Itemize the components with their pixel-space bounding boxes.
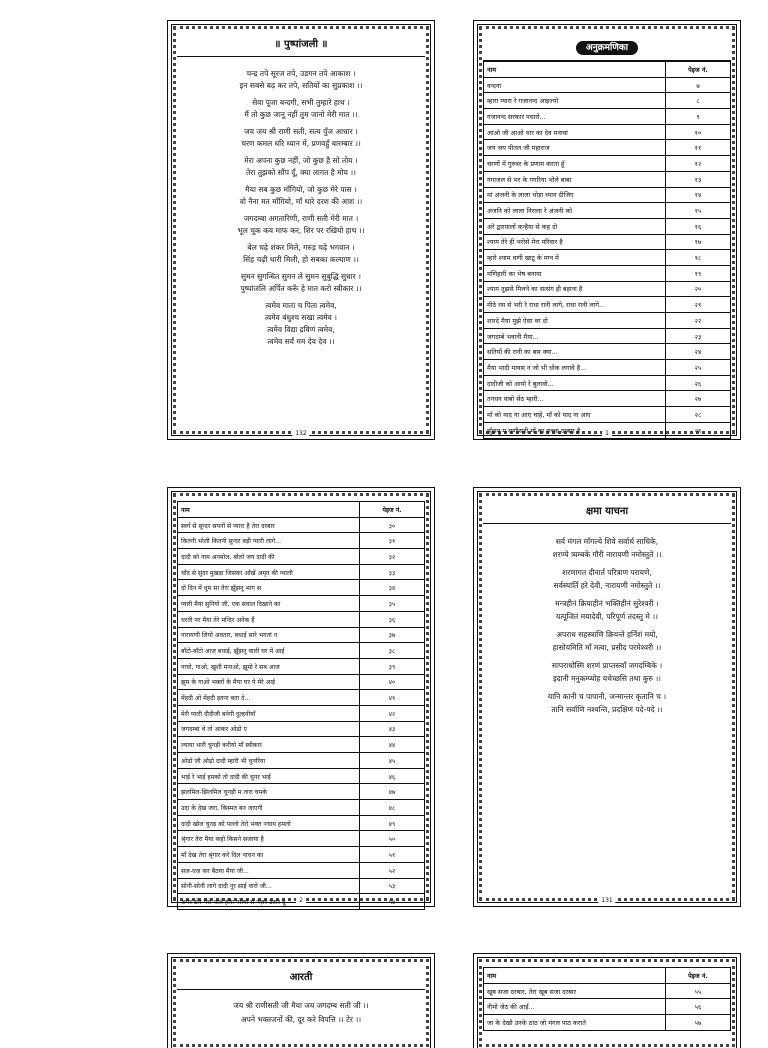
table-row xyxy=(178,768,425,784)
song-title-cell: सज-धज कर बैठया मैया जी... xyxy=(178,862,360,878)
stanza xyxy=(177,126,425,150)
page-number-cell: १३ xyxy=(666,171,731,187)
song-title-cell: ल्याया थारी चुनड़ी करीयो माँ स्वीकार xyxy=(178,737,360,753)
stanza xyxy=(177,155,425,179)
table-row xyxy=(178,564,425,580)
aarti-verses xyxy=(177,999,425,1027)
verse-line: जय जय श्री राणी सती, सत्य पुँज आधार । xyxy=(244,127,358,136)
verse-line: सेवा पूजा बन्दगी, सभी तुम्हारे हाथ । xyxy=(252,98,350,107)
stanza xyxy=(483,535,731,561)
verse-line: सर्वस्यार्ति हरे देवी, नारायणी नमोस्तुते ।। xyxy=(553,581,661,590)
table-row xyxy=(178,721,425,737)
song-title-cell: झुँझनू म राणीसती माँ का सच्चा दरबार है xyxy=(484,422,666,438)
verse-line: भूल चूक कव माफ कर, शिर पर रखियो हाथ ।। xyxy=(237,226,365,235)
page-number-cell: ४३ xyxy=(360,721,425,737)
table-row xyxy=(178,784,425,800)
col-name-header: नाम xyxy=(484,968,666,984)
table-row xyxy=(178,831,425,847)
page-number-cell: ४२ xyxy=(360,705,425,721)
col-page-header: पेइज नं. xyxy=(666,968,731,984)
page-number-cell: ४४ xyxy=(360,737,425,753)
song-title-cell: धरती पर मैया तेरे मन्दिर अनेक हैं xyxy=(178,611,360,627)
index-table-wrap xyxy=(177,501,425,910)
page-number-cell: ५४ xyxy=(360,894,425,910)
index-title: अनुक्रमणिका xyxy=(576,41,638,55)
page-number-cell: ३१ xyxy=(360,533,425,549)
stanza xyxy=(177,184,425,208)
song-title-cell: चरणों में गुरुवर के प्रणाम करता हूँ xyxy=(484,156,666,172)
table-row xyxy=(484,313,731,329)
verse-line: वो नैना मत माँगियो, माँ थारे दरश की आश ।। xyxy=(239,197,363,206)
page-number-cell: ५५ xyxy=(666,983,731,999)
page-number-cell: ४५ xyxy=(360,753,425,769)
verse-line: शरणागत दीनार्त परित्राण परायणे, xyxy=(562,568,652,577)
index-table xyxy=(483,967,731,1031)
song-title-cell: मेंहदी ओ मेंहदी इतना बता दे... xyxy=(178,690,360,706)
page-number-cell: ८ xyxy=(666,93,731,109)
stanza xyxy=(177,68,425,92)
page-number-cell: १७ xyxy=(666,234,731,250)
song-title-cell: स्वर्ग से सुन्दर सपनों से प्यारा है तेरा दरबार xyxy=(178,517,360,533)
page-number-cell: १६ xyxy=(666,218,731,234)
page-number: 132 xyxy=(292,430,309,437)
table-row xyxy=(484,156,731,172)
verse-line: त्वमेव बंधुश्च सखा त्वमेव । xyxy=(265,313,337,322)
song-title-cell: जा के देखो उनके ठाठ जो मंगल पाठ कराते xyxy=(484,1015,666,1031)
page-number-cell: २५ xyxy=(666,360,731,376)
page-number-cell: ४७ xyxy=(360,784,425,800)
table-row xyxy=(484,171,731,187)
table-row xyxy=(178,674,425,690)
col-page-header: पेइज नं. xyxy=(360,502,425,518)
table-row xyxy=(178,627,425,643)
table-row xyxy=(178,517,425,533)
verse-line: बेल चढ़े शंकर मिले, गरुड़ चढ़े भगवान । xyxy=(247,243,355,252)
song-title-cell: दादी को नाम अनमोल, बोलो जय दादी की xyxy=(178,549,360,565)
page-aarti xyxy=(172,958,430,1048)
page-number-cell: १२ xyxy=(666,156,731,172)
table-row xyxy=(484,234,731,250)
verse-line: त्वमेव माता च पिता त्वमेव, xyxy=(265,301,337,310)
page-number-cell: १४ xyxy=(666,187,731,203)
verse-line: सापराधोस्मि शरणं प्राप्तस्त्वाँ जगदम्बिके । xyxy=(551,661,663,670)
page-number-cell: २६ xyxy=(666,375,731,391)
verse-line: चन्द्र तपे सूरज तपे, उडगन तपे आकाश । xyxy=(246,69,356,78)
verse-line: मन्त्रहीनं क्रियाहीनं भक्तिहीनं सुरेश्वरी । xyxy=(555,599,659,608)
verse-line: मेरा अपना कुछ नहीं, जो कुछ है सो तोय । xyxy=(244,156,358,165)
table-row xyxy=(484,250,731,266)
verse-line: तानि सर्वाणि नश्यन्ति, प्रदक्षिणं पदे-पदे ।। xyxy=(551,705,663,714)
table-row xyxy=(484,391,731,407)
page-index-2 xyxy=(172,492,430,907)
song-title-cell: चाँद से सुंदर मुखड़ा जिसका आँखें अमृत की प्याली xyxy=(178,564,360,580)
song-title-cell: श्याम तुझसे मिलने का सत्संग ही बहाना है xyxy=(484,281,666,297)
verse-line: इन सबसे बढ़ कर तपे, सतियों का सुप्रकाश ।। xyxy=(239,81,363,90)
song-title-cell: वन्दना xyxy=(484,77,666,93)
verse-line: मैया सब कुछ माँगियो, जो कुछ मेरे पास । xyxy=(245,185,357,194)
verse-line: इदानी मनुकम्प्योह यथेच्छसि तथा कुरु ।। xyxy=(552,674,662,683)
page-number-cell: १९ xyxy=(666,265,731,281)
song-title-cell: म्हारा प्यारा रे गजानन्द आइज्यो xyxy=(484,93,666,109)
index-title-wrap xyxy=(483,35,731,54)
page-number-cell: २८ xyxy=(666,407,731,423)
table-row xyxy=(484,140,731,156)
page-number-cell: २४ xyxy=(666,344,731,360)
table-row xyxy=(484,983,731,999)
song-title-cell: दादी खोल चुनड़ को पल्लो तेरो भक्त नचाय हमलो xyxy=(178,815,360,831)
song-title-cell: अंजनि को लाला निराला रे अंजनी को xyxy=(484,203,666,219)
page-number-cell: २१ xyxy=(666,297,731,313)
song-title-cell: म्हारे श्याम धणी खाटू के मग्न में xyxy=(484,250,666,266)
song-title-cell: जगदम्बा थे तो आकर ओढो ए xyxy=(178,721,360,737)
table-row xyxy=(484,999,731,1015)
verse-line: सुमन सुगन्धित सुमन ले सुमन सुबुद्धि सुधार । xyxy=(241,272,361,281)
stanza xyxy=(483,597,731,623)
table-row xyxy=(178,847,425,863)
table-row xyxy=(484,328,731,344)
page-kshama-yachana xyxy=(478,492,736,902)
page-number-cell: ५६ xyxy=(666,999,731,1015)
verse-line: यानि कानी च पापानी, जन्मान्तर कृतानि च । xyxy=(547,692,667,701)
index-table-wrap xyxy=(483,967,731,1031)
col-page-header: पेइज नं. xyxy=(666,62,731,78)
page-number-cell: ७ xyxy=(666,77,731,93)
stanza xyxy=(483,628,731,654)
table-row xyxy=(484,218,731,234)
table-row xyxy=(178,643,425,659)
page-number-cell: ३७ xyxy=(360,627,425,643)
table-header xyxy=(484,62,731,78)
verse-line: जय श्री राणीसती जी मैया जय जगदम्ब सती जी ।। xyxy=(233,1001,369,1010)
song-title-cell: भाई रे भाई हमको तो दादी की चुनर भाई xyxy=(178,768,360,784)
stanza xyxy=(483,690,731,716)
aarti-title: आरती xyxy=(289,972,313,983)
verse-line: पुष्पांजलि अर्पित करूँ हे मात करो स्वीकार ।। xyxy=(240,284,362,293)
song-title-cell: मीठे रस से भरी रे राधा रानी लागे, राधा रानी लागे... xyxy=(484,297,666,313)
table-row xyxy=(178,549,425,565)
page-number-cell: ५३ xyxy=(360,878,425,894)
col-name-header: नाम xyxy=(178,502,360,518)
stanza xyxy=(177,97,425,121)
page-number-cell: ९ xyxy=(666,109,731,125)
page-number-cell: ३० xyxy=(360,517,425,533)
pushpanjali-title: ॥ पुष्पांजली ॥ xyxy=(274,39,328,50)
index-table xyxy=(177,501,425,910)
table-row xyxy=(178,800,425,816)
song-title-cell: बाँटो-बाँटो आज बधाई, झूँझनू वाली घर में आई xyxy=(178,643,360,659)
page-number-cell: ३५ xyxy=(360,596,425,612)
song-title-cell: उदा के देख जरा, किस्मत बन जाएगी xyxy=(178,800,360,816)
song-title-cell: जगदम्बे भवानी मैया... xyxy=(484,328,666,344)
table-row xyxy=(484,1015,731,1031)
song-title-cell: मां अंजनी के लाला थोड़ा ध्यान दीजिए xyxy=(484,187,666,203)
page-number-cell: ४१ xyxy=(360,690,425,706)
verse-line: मैं तो कुछ जानू नहीं तुम जानो मेरी मात ।। xyxy=(244,110,358,119)
stanza xyxy=(483,659,731,685)
stanza xyxy=(177,300,425,348)
page-number-cell: २७ xyxy=(666,391,731,407)
page-number-cell: ४६ xyxy=(360,768,425,784)
song-title-cell: मैया भादी मावस न जो भी धोक लगावे है... xyxy=(484,360,666,376)
page-index-3 xyxy=(478,958,736,1048)
song-title-cell: नीमो जेठ की आई... xyxy=(484,999,666,1015)
page-number-cell: २९ xyxy=(666,422,731,438)
song-title-cell: तनधन वाबो सेठ म्हारी... xyxy=(484,391,666,407)
song-title-cell: आओ जी आओ थार का देव मनावां xyxy=(484,124,666,140)
song-title-cell: श्याम तेरे ही भरोसे मेरा परिवार है xyxy=(484,234,666,250)
page-number-cell: ३३ xyxy=(360,564,425,580)
table-row xyxy=(484,281,731,297)
page-number-cell: १० xyxy=(666,124,731,140)
table-row xyxy=(178,862,425,878)
page-number: 1 xyxy=(602,430,612,437)
table-row xyxy=(484,124,731,140)
stanza xyxy=(177,213,425,237)
page-title xyxy=(177,963,425,990)
song-title-cell: सोनी-सोनी लागे दादी नूर साई वारो जी... xyxy=(178,878,360,894)
page-number-cell: ३६ xyxy=(360,611,425,627)
page-title xyxy=(177,30,425,57)
page-number-cell: ४८ xyxy=(360,800,425,816)
page-number-cell: ५७ xyxy=(666,1015,731,1031)
page-number-cell: ११ xyxy=(666,140,731,156)
verse-line: त्वमेव विद्या द्रविणं त्वमेव, xyxy=(267,325,335,334)
table-header xyxy=(178,502,425,518)
table-row xyxy=(178,690,425,706)
kshama-verses xyxy=(483,535,731,721)
page-title xyxy=(483,497,731,524)
table-row xyxy=(484,265,731,281)
table-row xyxy=(484,344,731,360)
stanza xyxy=(483,566,731,592)
table-row xyxy=(484,375,731,391)
stanza xyxy=(177,242,425,266)
index-table-wrap xyxy=(483,60,731,439)
table-row xyxy=(484,203,731,219)
page-number-cell: ३९ xyxy=(360,658,425,674)
song-title-cell: माँ को याद ना आए चाहे, माँ को याद ना आए xyxy=(484,407,666,423)
table-row xyxy=(484,407,731,423)
verse-line: चरण कमल धरि ध्यान में, प्रणवहुँ बारम्बार ।। xyxy=(241,139,361,148)
index-table xyxy=(483,61,731,439)
table-row xyxy=(178,878,425,894)
pushpanjali-verses xyxy=(177,68,425,353)
page-number-cell: ४० xyxy=(360,674,425,690)
page-pushpanjali xyxy=(172,25,430,435)
song-title-cell: प्यारी मैया सुनियो जी, एक सवाल दिखाने का xyxy=(178,596,360,612)
verse-line: अपने भक्तजनों की, दूर करे विपत्ति ।। टेर ।। xyxy=(240,1015,362,1024)
song-title-cell: मेरी प्यारी दीदीजी बनेगी दुल्हनीयाँ xyxy=(178,705,360,721)
table-row xyxy=(178,737,425,753)
song-title-cell: झलमिल-झिलमिल चुनड़ी म तारा चमके xyxy=(178,784,360,800)
page-number-cell: २२ xyxy=(666,313,731,329)
verse-line: शरण्ये त्र्यम्बके गौरी नारायणी नमोस्तुते ।। xyxy=(552,550,662,559)
stanza xyxy=(177,271,425,295)
song-title-cell: गंगाजल से भर के गगरिया भोले बाबा xyxy=(484,171,666,187)
table-row xyxy=(484,187,731,203)
song-title-cell: अगर ठोर मेरो थाले हीरा मोत्यां स नज़र उतार दूं xyxy=(178,894,360,910)
table-row xyxy=(178,596,425,612)
song-title-cell: खूब सजा दरबार, तेरा खूब सजा दरबार xyxy=(484,983,666,999)
table-row xyxy=(484,109,731,125)
page-number-cell: १५ xyxy=(666,203,731,219)
table-row xyxy=(178,815,425,831)
page-index-1 xyxy=(478,25,736,435)
page-number-cell: ५२ xyxy=(360,862,425,878)
page-number-cell: २३ xyxy=(666,328,731,344)
song-title-cell: कितनी भोली कितनी सुन्दर बड़ी प्यारी लागे... xyxy=(178,533,360,549)
verse-line: यत्पूजितं मयादेवी, परिपूर्ण तदस्तु मे ।। xyxy=(556,612,658,621)
song-title-cell: माँ देख तेरा श्रृंगार करे दिल नाचन का xyxy=(178,847,360,863)
song-title-cell: गजानन्द सरकार पधारो... xyxy=(484,109,666,125)
verse-line: तेरा तुझको सौंप दूँ, क्या लागत है मोय ।। xyxy=(246,168,356,177)
song-title-cell: नाचो, गाओ, खुशी मनाओ, झूमो रे सब आज xyxy=(178,658,360,674)
page-number-cell: ५० xyxy=(360,831,425,847)
song-title-cell: झुम के गाओ भक्तों के मैया घर पे मेरे आई xyxy=(178,674,360,690)
song-title-cell: मणिहारी का भेष बनाया xyxy=(484,265,666,281)
song-title-cell: श्रृंगार तेरा मैया कहो किसने सजाया है xyxy=(178,831,360,847)
page-number-cell: १८ xyxy=(666,250,731,266)
page-number: 131 xyxy=(598,897,615,904)
song-title-cell: ओढो जी ओढो दादी म्हारी भी चुनरिया xyxy=(178,753,360,769)
page-number-cell: ३२ xyxy=(360,549,425,565)
song-title-cell: नारायणी लियो अवतार, बधाई सारे भगतां न xyxy=(178,627,360,643)
song-title-cell: शारदे मैया मुझे ऐसा वर दो xyxy=(484,313,666,329)
page-number-cell: २० xyxy=(666,281,731,297)
verse-line: अपराध सहस्त्राणि क्रियन्ते हर्निशं मयो, xyxy=(556,630,658,639)
kshama-title: क्षमा याचना xyxy=(585,506,629,517)
verse-line: जगदम्बा अगतारिणी, राणी सती मेरी मात । xyxy=(243,214,359,223)
song-title-cell: जय जय पीतल जी महाराज xyxy=(484,140,666,156)
table-row xyxy=(178,753,425,769)
table-row xyxy=(178,580,425,596)
song-title-cell: सतियों की रानी का बस क्या... xyxy=(484,344,666,360)
table-row xyxy=(484,297,731,313)
page-number-cell: ५१ xyxy=(360,847,425,863)
table-row xyxy=(484,77,731,93)
verse-line: हासोयमिति माँ मत्वा, प्रसीद परमेश्वरी ।। xyxy=(552,643,662,652)
table-row xyxy=(484,93,731,109)
verse-line: सिंह चढ़ी थारी मिली, हो सबका कल्याण ।। xyxy=(243,255,359,264)
page-number-cell: ३४ xyxy=(360,580,425,596)
song-title-cell: दो दिन में धुम सा तेरा झूँझनू भाग स xyxy=(178,580,360,596)
verse-line: सर्व मंगल माँगल्ये शिवे सर्वार्थ साधिके, xyxy=(555,537,659,546)
col-name-header: नाम xyxy=(484,62,666,78)
table-row xyxy=(178,658,425,674)
table-row xyxy=(178,533,425,549)
table-header xyxy=(484,968,731,984)
table-row xyxy=(484,360,731,376)
page-number: 2 xyxy=(296,897,306,904)
table-row xyxy=(178,705,425,721)
song-title-cell: दादीजी को आयो रे बुलावो... xyxy=(484,375,666,391)
song-title-cell: अरे द्वारपालों कन्हैया से कह दो xyxy=(484,218,666,234)
table-row xyxy=(178,611,425,627)
page-number-cell: ४९ xyxy=(360,815,425,831)
verse-line: त्वमेव सर्वं मम देव देव ।। xyxy=(267,337,335,346)
page-number-cell: ३८ xyxy=(360,643,425,659)
